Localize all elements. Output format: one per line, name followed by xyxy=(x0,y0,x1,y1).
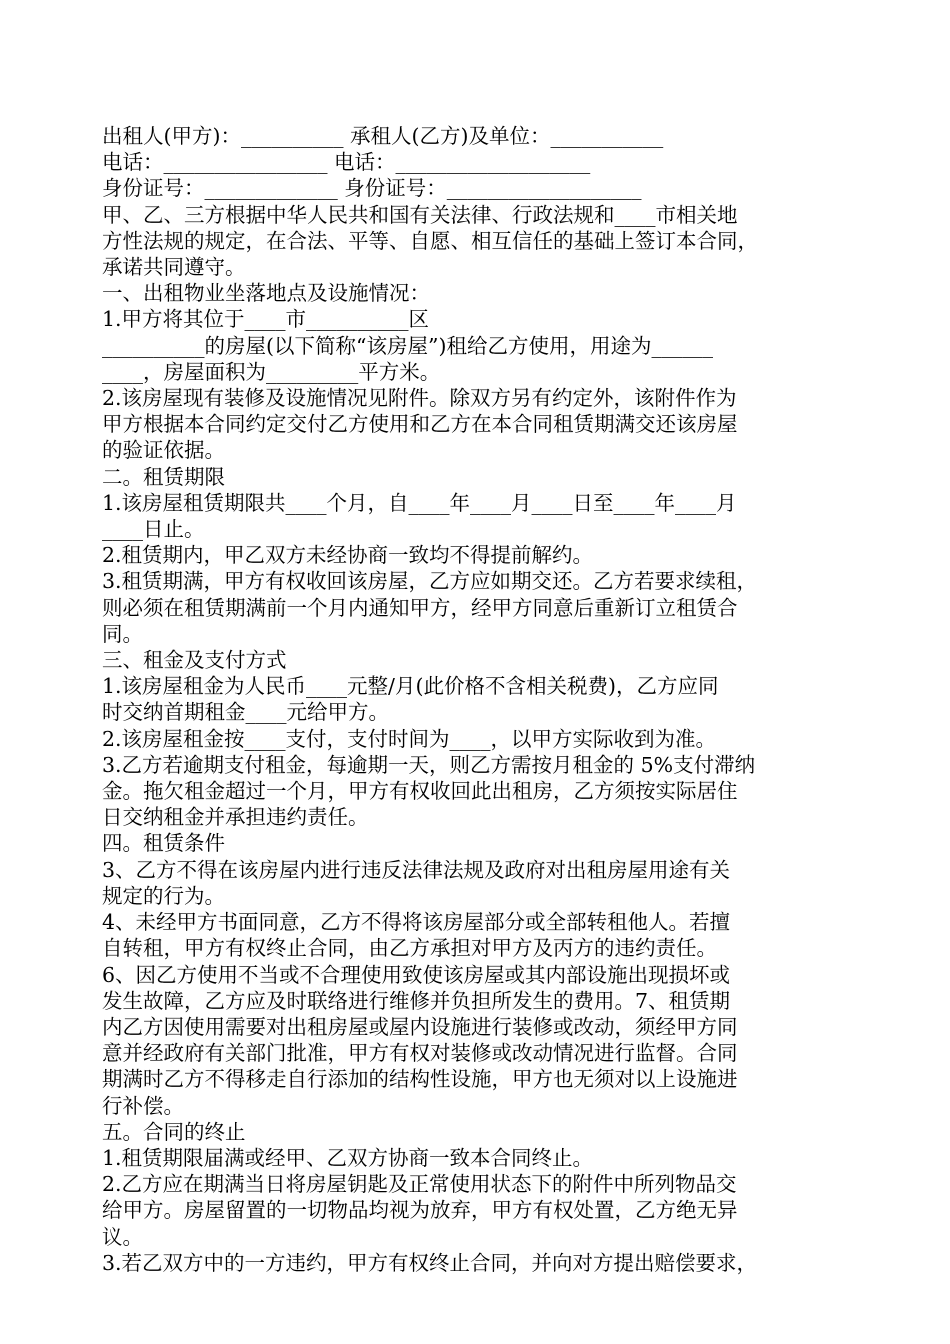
document-line: 四。租赁条件 xyxy=(102,831,225,856)
document-line: 2.租赁期内，甲乙双方未经协商一致均不得提前解约。 xyxy=(102,543,594,568)
document-line: 给甲方。房屋留置的一切物品均视为放弃，甲方有权处置，乙方绝无异 xyxy=(102,1198,738,1223)
contract-document xyxy=(102,123,862,1276)
document-line: 电话：________________ 电话：___________________ xyxy=(102,150,591,175)
document-line: 二。租赁期限 xyxy=(102,464,225,489)
document-line: 时交纳首期租金____元给甲方。 xyxy=(102,700,389,725)
document-line: 期满时乙方不得移走自行添加的结构性设施，甲方也无须对以上设施进 xyxy=(102,1067,738,1092)
document-line: 2.该房屋租金按____支付，支付时间为____，以甲方实际收到为准。 xyxy=(102,726,717,751)
document-line: ____，房屋面积为_________平方米。 xyxy=(102,359,441,384)
document-line: 方性法规的规定，在合法、平等、自愿、相互信任的基础上签订本合同， xyxy=(102,228,758,253)
document-line: 日交纳租金并承担违约责任。 xyxy=(102,805,369,830)
document-line: 1.租赁期限届满或经甲、乙双方协商一致本合同终止。 xyxy=(102,1145,594,1170)
document-line: 6、因乙方使用不当或不合理使用致使该房屋或其内部设施出现损坏或 xyxy=(102,962,731,987)
document-line: 则必须在租赁期满前一个月内通知甲方，经甲方同意后重新订立租赁合 xyxy=(102,595,738,620)
document-line: 议。 xyxy=(102,1224,143,1249)
document-line: 自转租，甲方有权终止合同，由乙方承担对甲方及丙方的违约责任。 xyxy=(102,936,717,961)
document-line: 2.该房屋现有装修及设施情况见附件。除双方另有约定外，该附件作为 xyxy=(102,386,737,411)
document-line: 3.若乙双方中的一方违约，甲方有权终止合同，并向对方提出赔偿要求， xyxy=(102,1250,758,1275)
document-line: 内乙方因使用需要对出租房屋或屋内设施进行装修或改动，须经甲方同 xyxy=(102,1014,738,1039)
document-line: 一、出租物业坐落地点及设施情况： xyxy=(102,281,430,306)
document-line: ____日止。 xyxy=(102,517,205,542)
document-line: 五。合同的终止 xyxy=(102,1119,246,1144)
document-line: 同。 xyxy=(102,621,143,646)
document-line: 3.租赁期满，甲方有权收回该房屋，乙方应如期交还。乙方若要求续租， xyxy=(102,569,758,594)
document-line: 3.乙方若逾期支付租金，每逾期一天，则乙方需按月租金的 5%支付滞纳 xyxy=(102,752,756,777)
document-line: 出租人(甲方)：__________ 承租人(乙方)及单位：___________ xyxy=(102,124,664,148)
document-line: 行补偿。 xyxy=(102,1093,184,1118)
document-line: 甲方根据本合同约定交付乙方使用和乙方在本合同租赁期满交还该房屋 xyxy=(102,412,738,437)
document-line: 的验证依据。 xyxy=(102,438,225,463)
document-line: 4、未经甲方书面同意，乙方不得将该房屋部分或全部转租他人。若擅 xyxy=(102,910,731,935)
document-line: 金。拖欠租金超过一个月，甲方有权收回此出租房，乙方须按实际居住 xyxy=(102,779,738,804)
document-line: 1.该房屋租金为人民币____元整/月(此价格不含相关税费)，乙方应同 xyxy=(102,674,719,699)
document-line: 1.该房屋租赁期限共____个月，自____年____月____日至____年____月 xyxy=(102,490,737,515)
document-line: 三、租金及支付方式 xyxy=(102,648,287,673)
document-line: __________的房屋(以下简称“该房屋”)租给乙方使用，用途为______ xyxy=(102,333,713,358)
document-line: 发生故障，乙方应及时联络进行维修并负担所发生的费用。7、租赁期 xyxy=(102,988,731,1013)
document-line: 2.乙方应在期满当日将房屋钥匙及正常使用状态下的附件中所列物品交 xyxy=(102,1172,737,1197)
document-line: 1.甲方将其位于____市__________区 xyxy=(102,307,430,332)
document-line: 意并经政府有关部门批准，甲方有权对装修或改动情况进行监督。合同 xyxy=(102,1041,738,1066)
document-line: 甲、乙、三方根据中华人民共和国有关法律、行政法规和____市相关地 xyxy=(102,202,738,227)
document-line: 承诺共同遵守。 xyxy=(102,255,246,280)
document-line: 3、乙方不得在该房屋内进行违反法律法规及政府对出租房屋用途有关 xyxy=(102,857,731,882)
document-line: 身份证号：_____________ 身份证号：___________________ xyxy=(102,176,642,201)
document-line: 规定的行为。 xyxy=(102,883,225,908)
